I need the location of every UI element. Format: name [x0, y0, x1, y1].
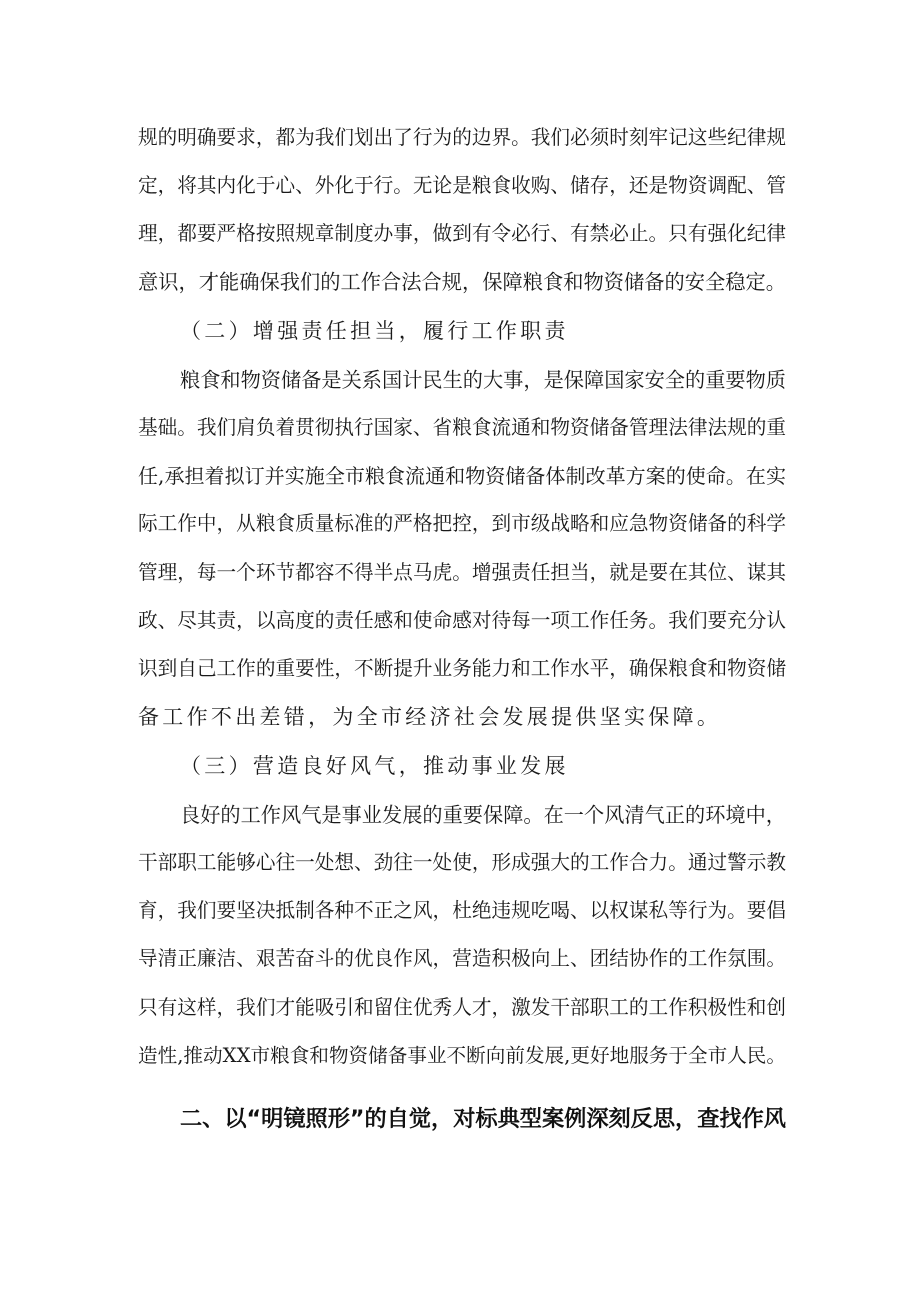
- paragraph-line: 管理，每一个环节都容不得半点马虎。增强责任担当，就是要在其位、谋其: [138, 561, 787, 584]
- paragraph-line: 意识，才能确保我们的工作合法合规，保障粮食和物资储备的安全稳定。: [138, 270, 787, 294]
- subheading: （二）增强责任担当，履行工作职责: [180, 319, 569, 343]
- subheading: （三）营造良好风气，推动事业发展: [180, 754, 569, 778]
- paragraph-line: 政、尽其责，以高度的责任感和使命感对待每一项工作任务。我们要充分认: [138, 609, 787, 632]
- paragraph-line: 基础。我们肩负着贯彻执行国家、省粮食流通和物资储备管理法律法规的重: [138, 416, 787, 439]
- paragraph-line: 导清正廉洁、艰苦奋斗的优良作风，营造积极向上、团结协作的工作氛围。: [138, 947, 787, 970]
- paragraph-line: 粮食和物资储备是关系国计民生的大事，是保障国家安全的重要物质: [180, 368, 786, 392]
- paragraph-line: 良好的工作风气是事业发展的重要保障。在一个风清气正的环境中，: [180, 803, 786, 827]
- paragraph-line: 定，将其内化于心、外化于行。无论是粮食收购、储存，还是物资调配、管: [138, 174, 787, 197]
- paragraph-line: 际工作中，从粮食质量标准的严格把控，到市级战略和应急物资储备的科学: [138, 512, 787, 535]
- paragraph-line: 任,承担着拟订并实施全市粮食流通和物资储备体制改革方案的使命。在实: [138, 464, 787, 488]
- paragraph-line: 备工作不出差错，为全市经济社会发展提供坚实保障。: [138, 705, 722, 729]
- paragraph-line: 干部职工能够心往一处想、劲往一处使，形成强大的工作合力。通过警示教: [138, 851, 787, 874]
- paragraph-line: 造性,推动XX市粮食和物资储备事业不断向前发展,更好地服务于全市人民。: [138, 1044, 787, 1067]
- paragraph-line: 规的明确要求，都为我们划出了行为的边界。我们必须时刻牢记这些纪律规: [138, 126, 787, 149]
- paragraph-line: 理，都要严格按照规章制度办事，做到有令必行、有禁必止。只有强化纪律: [138, 222, 787, 245]
- paragraph-line: 识到自己工作的重要性，不断提升业务能力和工作水平，确保粮食和物资储: [138, 657, 787, 680]
- section-heading: 二、以“明镜照形”的自觉，对标典型案例深刻反思，查找作风: [180, 1106, 786, 1132]
- paragraph-line: 只有这样，我们才能吸引和留住优秀人才，激发干部职工的工作积极性和创: [138, 996, 787, 1019]
- paragraph-line: 育，我们要坚决抵制各种不正之风，杜绝违规吃喝、以权谋私等行为。要倡: [138, 899, 787, 922]
